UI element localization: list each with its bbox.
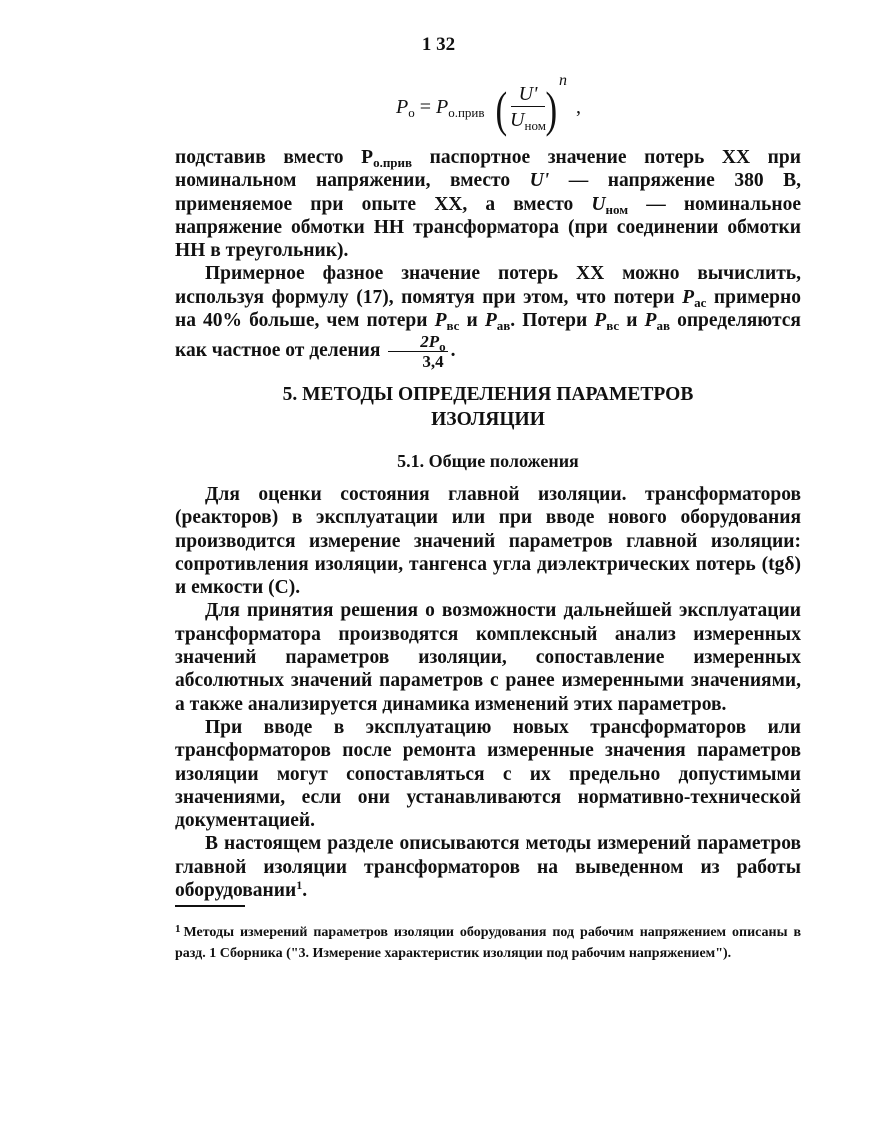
formula-comma: , xyxy=(576,96,581,118)
paragraph-1: подставив вместо $P_{о.прив}$ паспортное значение потерь XX при номинальном напряжении, вместо U' — напряжение 380 В, применяемое при опыте XX, а вместо $U_{ном}$ — номинальное напряжение обмотки НН трансформатора (при соединении обмотки НН в треугольник). xyxy=(175,147,801,262)
fraction-numerator: U' xyxy=(518,83,538,105)
footnote-divider xyxy=(175,905,245,907)
left-parenthesis: ( xyxy=(495,81,508,137)
paragraph-4: Для принятия решения о возможности дальнейшей эксплуатации трансформатора производятся комплексный анализ измеренных значений параметров изоляции, сопоставление измеренных абсолютных значений параметров с ранее измеренными значениями, а также анализируется динамика изменений этих параметров. xyxy=(175,600,801,715)
formula-exponent: n xyxy=(559,72,567,89)
paragraph-2: Примерное фазное значение потерь XX можно вычислить, используя формулу (17), помятуя при этом, что потери $P_{ac}$ примерно на 40% больше, чем потери $P_{вс}$ и $P_{ав}$. Потери $P_{вс}$ и $P_{ав}$ определяются как частное от деления $\frac{2P_о}{3,4}$ . xyxy=(175,263,802,372)
footnote-mark: 1 xyxy=(175,923,181,935)
inline-fraction: $\frac{2P_о}{3,4}$ xyxy=(388,332,447,371)
formula-left-side: $P_о = P_{о.прив}$ xyxy=(396,96,485,120)
formula-idle-loss xyxy=(396,72,606,140)
subsection-title: 5.1. Общие положения xyxy=(397,451,579,471)
paragraph-6: В настоящем разделе описываются методы измерений параметров главной изоляции трансформаторов на выведенном из работы оборудовании$^1$. xyxy=(175,833,801,902)
footnote-text: Методы измерений параметров изоляции оборудования под рабочим напряжением описаны в разд. 1 Сборника ("3. Измерение характеристик изоляции под рабочим напряжением"). xyxy=(175,925,801,961)
paragraph-5: При вводе в эксплуатацию новых трансформаторов или трансформаторов после ремонта измеренные значения параметров изоляции могут сопоставляться с их предельно допустимыми значениями, если они устанавливаются нормативно-технической документацией. xyxy=(175,716,801,832)
footnote-reference: 1 xyxy=(296,878,303,893)
text-block-top xyxy=(175,146,801,371)
page-number: 1 32 xyxy=(421,34,456,55)
text-block-main xyxy=(175,483,801,902)
paragraph-3: Для оценки состояния главной изоляции. трансформаторов (реакторов) в эксплуатации или при вводе нового оборудования производится измерение значений параметров главной изоляции: сопротивления изоляции, тангенса угла диэлектрических потерь (tgδ) и емкости (С). xyxy=(175,484,801,599)
section-title: 5. МЕТОДЫ ОПРЕДЕЛЕНИЯ ПАРАМЕТРОВ ИЗОЛЯЦИИ xyxy=(282,384,694,430)
right-parenthesis: ) xyxy=(545,81,558,137)
fraction-denominator: $U_{ном}$ xyxy=(510,109,546,133)
formula-fraction xyxy=(509,82,547,133)
footnote xyxy=(175,919,801,964)
